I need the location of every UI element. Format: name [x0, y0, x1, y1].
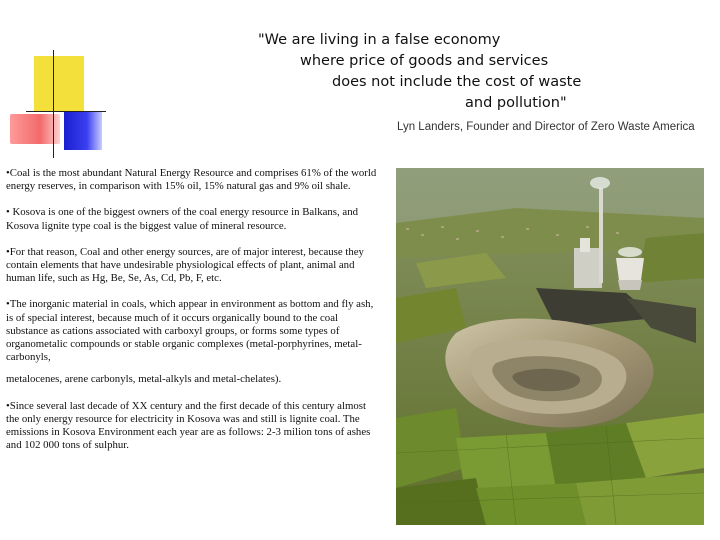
quote-line-3: does not include the cost of waste: [332, 74, 582, 90]
decorative-vertical-line: [53, 50, 54, 158]
decorative-horizontal-line: [26, 111, 106, 112]
paragraph-emissions: •Since several last decade of XX century and the first decade of this century almost the only energy resource for electricity in Kosova was and still is lignite coal. The emissions in Kosova Environment each year are as follows: 2-3 milion tons of ashes and 102 000 tons of sulphur.: [6, 399, 371, 452]
paragraph-elements: •For that reason, Coal and other energy sources, are of major interest, because they contain elements that have undesirable physiological effects of plant, animal and human life, such as Hg, Be, Se, As, Cd, Pb, F, etc.: [6, 245, 364, 285]
quote: [250, 30, 590, 114]
decorative-yellow-block: [34, 56, 84, 112]
quote-line-2: where price of goods and services: [300, 53, 549, 69]
paragraph-kosova-resource: • Kosova is one of the biggest owners of the coal energy resource in Balkans, and Kosova lignite type coal is the biggest value of mineral resource.: [6, 206, 358, 232]
aerial-photo: [396, 168, 704, 525]
quote-line-1: "We are living in a false economy: [258, 32, 501, 48]
quote-line-4: and pollution": [465, 95, 567, 111]
decorative-blue-block: [64, 112, 102, 150]
quote-attribution: Lyn Landers, Founder and Director of Zero Waste America: [397, 121, 695, 133]
paragraph-inorganic-material: •The inorganic material in coals, which appear in environment as bottom and fly ash, is of special interest, because much of it occurs organically bound to the coal substance as cations associated with carboxyl groups, or forms some types of organometalic compounds or stable organic complexes (metal-porphyrines, metal-carbonyls,: [6, 298, 374, 364]
body-text: [6, 167, 378, 465]
aerial-photo-icon: [396, 168, 704, 525]
paragraph-inorganic-material-cont: metalocenes, arene carbonyls, metal-alkyls and metal-chelates).: [6, 373, 282, 386]
paragraph-coal-abundance: •Coal is the most abundant Natural Energy Resource and comprises 61% of the world energy reserves, in comparison with 15% oil, 15% natural gas and 9% oil shale.: [6, 167, 377, 193]
